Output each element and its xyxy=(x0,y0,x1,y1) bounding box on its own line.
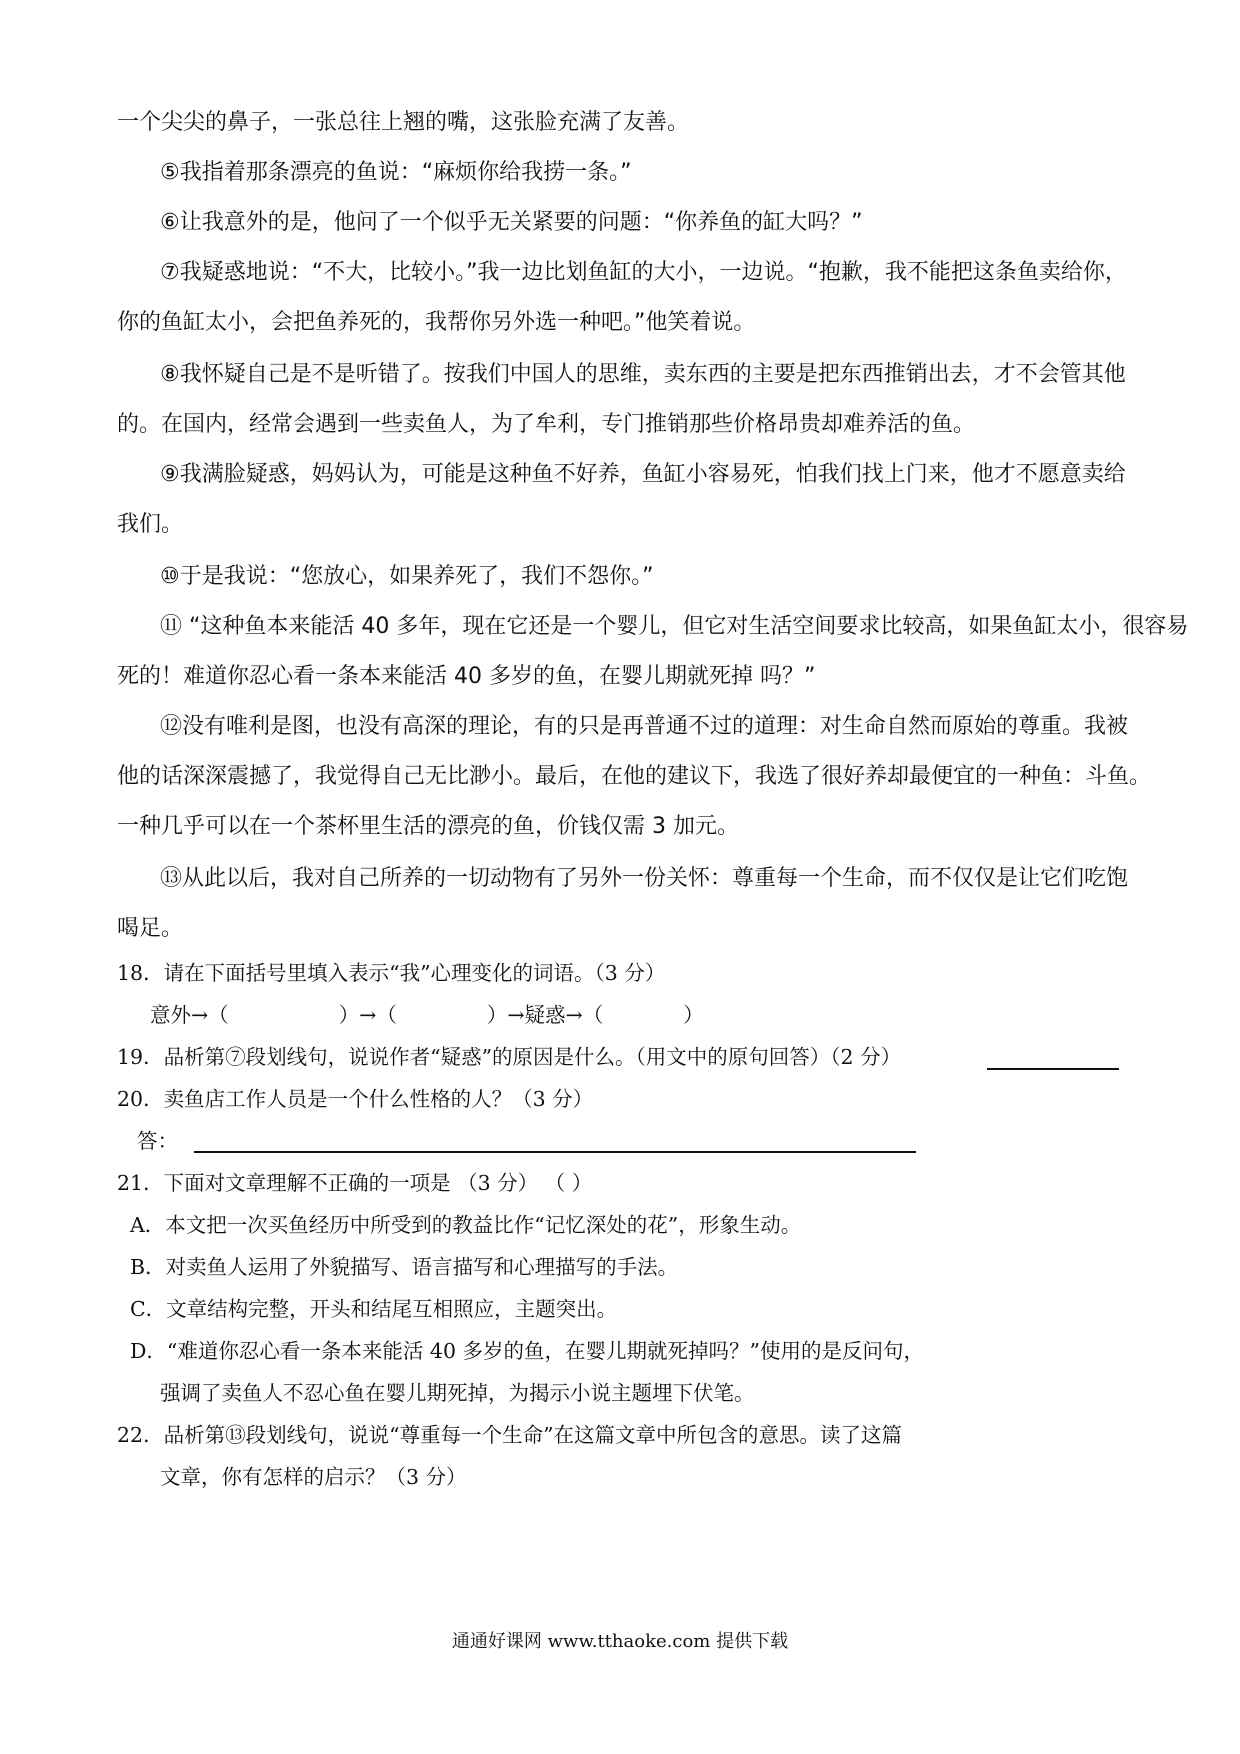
passage-line: 一种几乎可以在一个茶杯里生活的漂亮的鱼，价钱仅需 3 加元。 xyxy=(117,814,739,839)
option-b: B．对卖鱼人运用了外貌描写、语言描写和心理描写的手法。 xyxy=(130,1255,679,1279)
question-20: 20．卖鱼店工作人员是一个什么性格的人？（3 分） xyxy=(117,1087,594,1111)
passage-line: 死的！难道你忍心看一条本来能活 40 多岁的鱼，在婴儿期就死掉 吗？” xyxy=(117,664,816,689)
passage-line: ⑤我指着那条漂亮的鱼说：“麻烦你给我捞一条。” xyxy=(160,160,632,185)
chain-segment: ） xyxy=(683,1003,704,1027)
question-18-chain xyxy=(150,1000,704,1030)
question-22-continued: 文章，你有怎样的启示？（3 分） xyxy=(160,1465,467,1489)
passage-line: ⑧我怀疑自己是不是听错了。按我们中国人的思维，卖东西的主要是把东西推销出去，才不会管其他 xyxy=(160,362,1126,387)
answer-line-20[interactable] xyxy=(194,1151,916,1153)
option-d-continued: 强调了卖鱼人不忍心鱼在婴儿期死掉，为揭示小说主题埋下伏笔。 xyxy=(160,1381,755,1405)
passage-line: 的。在国内，经常会遇到一些卖鱼人，为了牟利，专门推销那些价格昂贵却难养活的鱼。 xyxy=(117,412,976,437)
passage-line: 一个尖尖的鼻子，一张总往上翘的嘴，这张脸充满了友善。 xyxy=(117,110,690,135)
option-a: A．本文把一次买鱼经历中所受到的教益比作“记忆深处的花”，形象生动。 xyxy=(130,1213,802,1237)
answer-label: 答： xyxy=(137,1129,178,1153)
passage-line: ⑦我疑惑地说：“不大，比较小。”我一边比划鱼缸的大小，一边说。“抱歉，我不能把这条鱼卖给你， xyxy=(160,260,1127,285)
question-21: 21．下面对文章理解不正确的一项是 （3 分） （ ） xyxy=(117,1171,593,1195)
passage-line: ⑫没有唯利是图，也没有高深的理论，有的只是再普通不过的道理：对生命自然而原始的尊重。我被 xyxy=(160,714,1129,739)
passage-line: ⑪ “这种鱼本来能活 40 多年，现在它还是一个婴儿，但它对生活空间要求比较高，如果鱼缸太小，很容易 xyxy=(160,614,1189,639)
chain-segment: ）→疑惑→（ xyxy=(486,1003,604,1027)
passage-line: 他的话深深震撼了，我觉得自己无比渺小。最后，在他的建议下，我选了很好养却最便宜的一种鱼：斗鱼。 xyxy=(117,764,1152,789)
chain-segment: 意外→（ xyxy=(150,1003,229,1027)
question-22: 22．品析第⑬段划线句，说说“尊重每一个生命”在这篇文章中所包含的意思。读了这篇 xyxy=(117,1423,903,1447)
option-c: C．文章结构完整，开头和结尾互相照应，主题突出。 xyxy=(130,1297,618,1321)
passage-line: 你的鱼缸太小，会把鱼养死的，我帮你另外选一种吧。”他笑着说。 xyxy=(117,310,756,335)
question-19: 19．品析第⑦段划线句，说说作者“疑惑”的原因是什么。（用文中的原句回答）（2 分） xyxy=(117,1045,902,1069)
chain-segment: ）→（ xyxy=(338,1003,397,1027)
passage-line: 喝足。 xyxy=(117,916,184,941)
page-footer: 通通好课网 www.tthaoke.com 提供下载 xyxy=(451,1631,789,1652)
passage-line: 我们。 xyxy=(117,512,184,537)
option-d: D．“难道你忍心看一条本来能活 40 多岁的鱼，在婴儿期就死掉吗？”使用的是反问句， xyxy=(130,1339,925,1363)
passage-line: ⑬从此以后，我对自己所养的一切动物有了另外一份关怀：尊重每一个生命，而不仅仅是让它们吃饱 xyxy=(160,866,1129,891)
passage-line: ⑩于是我说：“您放心，如果养死了，我们不怨你。” xyxy=(160,564,654,589)
passage-line: ⑥让我意外的是，他问了一个似乎无关紧要的问题：“你养鱼的缸大吗？” xyxy=(160,210,863,235)
answer-line-19[interactable] xyxy=(987,1068,1119,1070)
passage-line: ⑨我满脸疑惑，妈妈认为，可能是这种鱼不好养，鱼缸小容易死，怕我们找上门来，他才不愿意卖给 xyxy=(160,462,1126,487)
question-18: 18．请在下面括号里填入表示“我”心理变化的词语。（3 分） xyxy=(117,961,666,985)
